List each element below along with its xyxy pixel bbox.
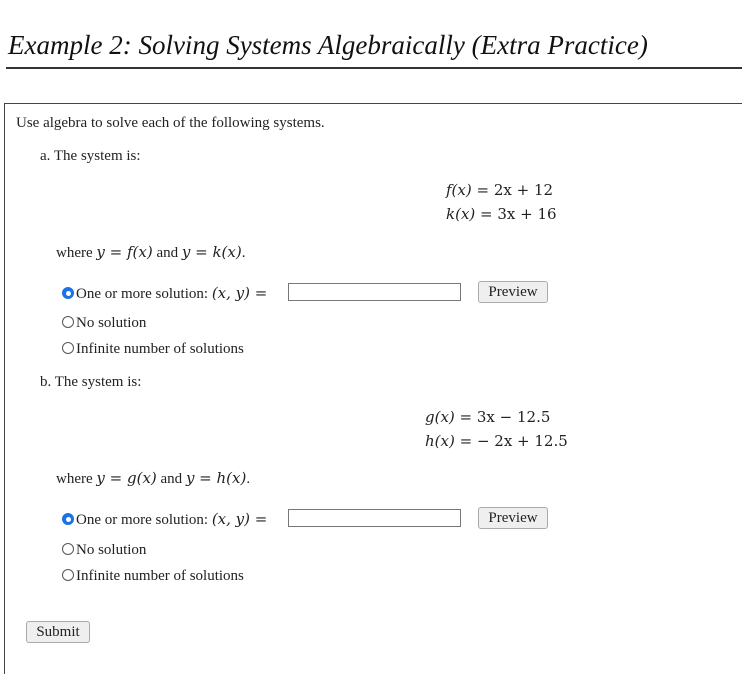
part-a-where-y2: y = k(x): [181, 243, 242, 261]
part-a-label: a. The system is:: [40, 148, 141, 164]
part-b-where-y1: y = g(x): [96, 469, 157, 487]
page-title: Example 2: Solving Systems Algebraically (Extra Practice): [8, 30, 648, 60]
part-b-option-infinite[interactable]: [62, 568, 244, 585]
part-a-where-pre: where: [56, 245, 97, 261]
part-a-eq1-lhs: f(x): [446, 181, 472, 199]
part-a-eq1-rhs: = 2x + 12: [476, 181, 554, 199]
part-b-label: b. The system is:: [40, 374, 142, 390]
part-b-eq2-rhs: = − 2x + 12.5: [459, 432, 568, 450]
title-rule: [6, 67, 742, 69]
part-a-where-mid: and: [152, 245, 182, 261]
part-b-option-one-or-more-label: One or more solution:: [76, 512, 212, 528]
radio-unselected-icon[interactable]: [62, 342, 74, 354]
part-b-where-post: .: [246, 471, 251, 487]
part-a-option-one-or-more-label: One or more solution:: [76, 286, 212, 302]
part-a-equation-1: [446, 181, 553, 199]
part-b-eq2-lhs: h(x): [425, 432, 455, 450]
part-b-option-no-solution[interactable]: [62, 542, 146, 559]
part-b-where-pre: where: [56, 471, 97, 487]
radio-unselected-icon[interactable]: [62, 543, 74, 555]
part-b-eq1-lhs: g(x): [425, 408, 455, 426]
part-a-option-no-solution[interactable]: [62, 315, 146, 332]
part-a-option-infinite[interactable]: [62, 341, 244, 358]
part-a-equation-2: [446, 205, 557, 223]
part-b-equation-2: [425, 432, 568, 450]
part-a-answer-input[interactable]: [288, 283, 461, 301]
part-b-option-one-or-more[interactable]: [62, 510, 267, 529]
part-a-where: [56, 243, 245, 262]
part-a-eq2-lhs: k(x): [446, 205, 476, 223]
part-b-option-infinite-label: Infinite number of solutions: [76, 568, 244, 584]
part-a-preview-button[interactable]: Preview: [478, 281, 548, 303]
instructions: Use algebra to solve each of the following systems.: [16, 115, 325, 131]
part-a-option-one-or-more[interactable]: [62, 284, 267, 303]
part-b-where-mid: and: [156, 471, 186, 487]
part-a-where-y1: y = f(x): [96, 243, 153, 261]
radio-selected-icon[interactable]: [62, 287, 74, 299]
radio-selected-icon[interactable]: [62, 513, 74, 525]
part-b-option-no-solution-label: No solution: [76, 542, 147, 558]
part-b-where-y2: y = h(x): [185, 469, 247, 487]
part-a-option-infinite-label: Infinite number of solutions: [76, 341, 244, 357]
part-b-eq1-rhs: = 3x − 12.5: [459, 408, 551, 426]
submit-button[interactable]: Submit: [26, 621, 90, 643]
part-b-answer-math: (x, y) =: [211, 510, 268, 528]
radio-unselected-icon[interactable]: [62, 569, 74, 581]
part-b-equation-1: [425, 408, 550, 426]
radio-unselected-icon[interactable]: [62, 316, 74, 328]
part-a-where-post: .: [241, 245, 246, 261]
part-a-option-no-solution-label: No solution: [76, 315, 147, 331]
part-b-preview-button[interactable]: Preview: [478, 507, 548, 529]
part-b-answer-input[interactable]: [288, 509, 461, 527]
part-b-where: [56, 469, 250, 488]
part-a-eq2-rhs: = 3x + 16: [480, 205, 557, 223]
part-a-answer-math: (x, y) =: [211, 284, 268, 302]
